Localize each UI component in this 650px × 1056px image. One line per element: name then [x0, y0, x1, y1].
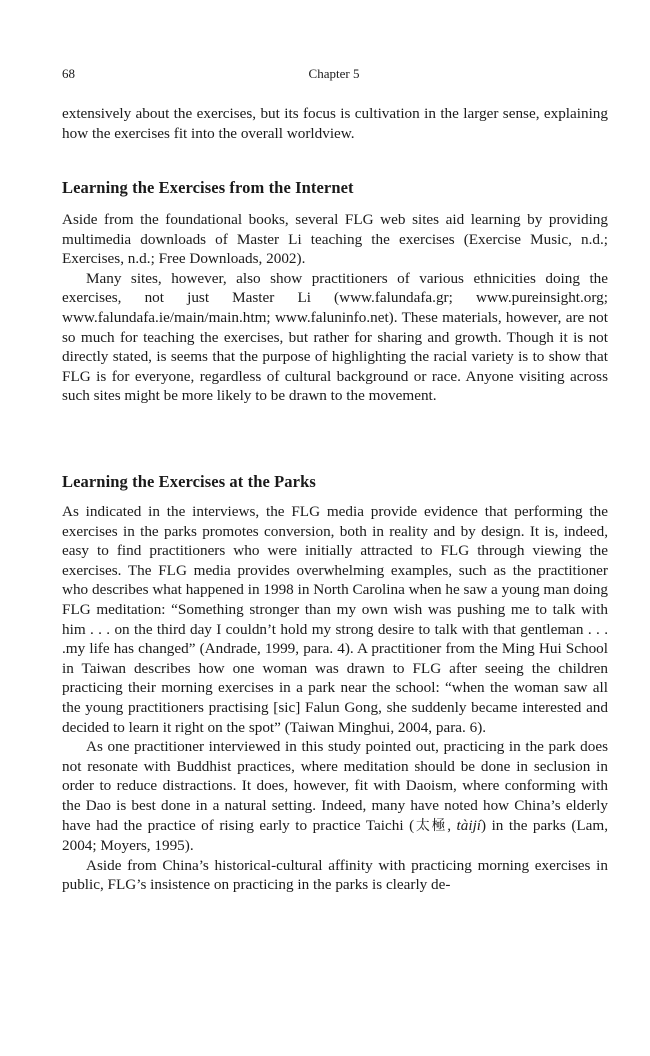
paragraph: [62, 737, 608, 856]
paragraph: extensively about the exercises, but its focus is cultivation in the larger sense, explaining how the exercises fit into the overall worldview.: [62, 105, 608, 142]
text-run: ,: [447, 816, 457, 834]
paragraph: Many sites, however, also show practitioners of various ethnicities doing the exercises, not just Master Li (www.falundafa.gr; www.pureinsight.org; www.falundafa.ie/main/main.htm; www.faluninfo.net). These materials, however, are not so much for teaching the exercises, but rather for sharing and growth. Though it is not directly stated, is seems that the purpose of highlighting the racial variety is to show that FLG is for everyone, regardless of cultural background or race. Anyone visiting across such sites might be more likely to be drawn to the movement.: [62, 269, 608, 405]
running-head: [62, 66, 606, 86]
page-number: 68: [62, 66, 75, 81]
text-run: As one practitioner interviewed in this study pointed out, practicing in the park does not resonate with Buddhist practices, where meditation should be done in seclusion in order to reduce distractions. It does, however, fit with Daoism, where conforming with the Dao is best done in a natural setting. Indeed, many have noted how China’s elderly have had the practice of rising early to practice Taichi (: [62, 738, 608, 834]
section-heading-parks: Learning the Exercises at the Parks: [62, 472, 316, 491]
section-parks-body: [62, 502, 608, 895]
section-heading-internet: Learning the Exercises from the Internet: [62, 178, 354, 197]
chinese-characters: 太極: [414, 817, 448, 834]
paragraph: Aside from China’s historical-cultural affinity with practicing morning exercises in public, FLG’s insistence on practicing in the parks is clearly de-: [62, 856, 608, 894]
paragraph: Aside from the foundational books, several FLG web sites aid learning by providing multimedia downloads of Master Li teaching the exercises (Exercise Music, n.d.; Exercises, n.d.; Free Downloads, 2002).: [62, 211, 608, 268]
chapter-label: Chapter 5: [308, 66, 360, 81]
pinyin-term: tàijí: [456, 816, 482, 834]
section-internet-body: [62, 210, 608, 406]
text-run: ) in the parks (Lam, 2004; Moyers, 1995).: [62, 816, 609, 855]
paragraph: As indicated in the interviews, the FLG media provide evidence that performing the exercises in the parks promotes conversion, both in reality and by design. It is, indeed, easy to find practitioners who were initially attracted to FLG through viewing the exercises. The FLG media provides overwhelming examples, such as the practitioner who describes what happened in 1998 in North Carolina when he saw a young man doing FLG meditation: “Something stronger than my own wish was pushing me to talk with him . . . on the third day I couldn’t hold my strong desire to talk with that gentleman . . . .my life has changed” (Andrade, 1999, para. 4). A practitioner from the Ming Hui School in Taiwan describes how one woman was drawn to FLG after seeing the children practicing their morning exercises in a park near the school: “when the woman saw all the young practitioners practising [sic] Falun Gong, she suddenly became interested and decided to learn it right on the spot” (Taiwan Minghui, 2004, para. 6).: [62, 503, 608, 736]
opening-text: [62, 104, 608, 143]
